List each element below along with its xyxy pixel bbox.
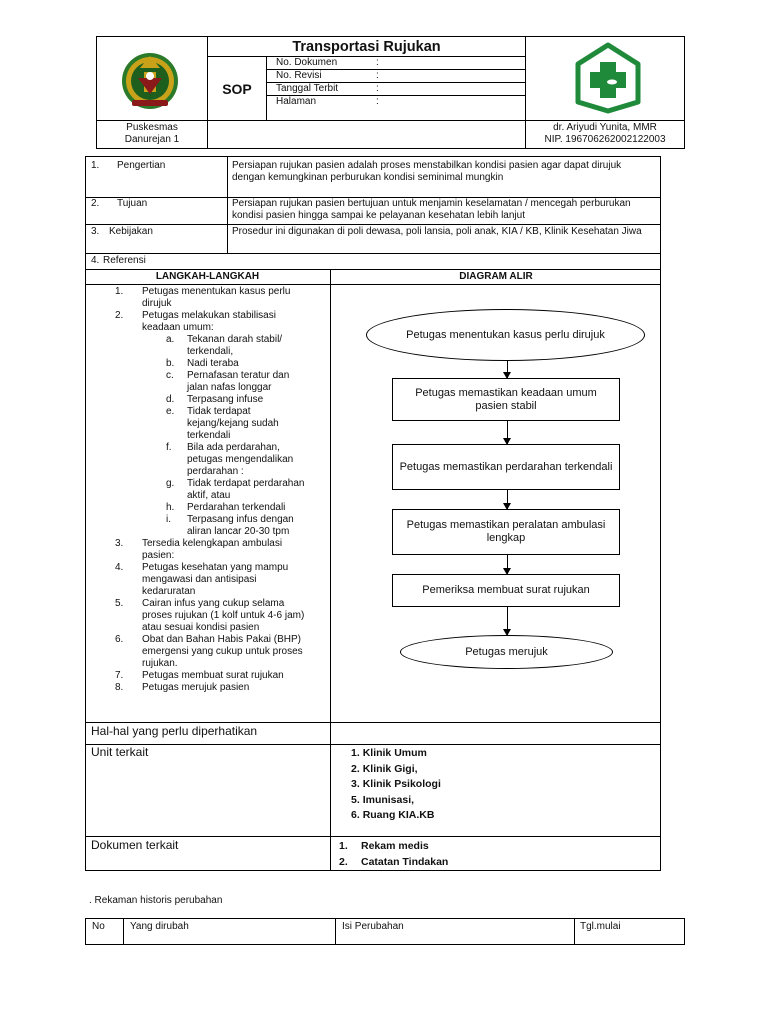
flow-arrow — [507, 490, 508, 509]
section-tujuan-label: 2. Tujuan — [91, 198, 148, 209]
step-item: 1. Petugas menentukan kasus perlu dirujuk — [115, 286, 291, 309]
unit-terkait-list — [351, 746, 651, 824]
header-table — [96, 36, 685, 149]
document-title: Transportasi Rujukan — [292, 39, 441, 55]
unit-item: 1. Klinik Umum — [351, 747, 427, 759]
sop-label: SOP — [222, 81, 252, 97]
flow-arrow — [507, 361, 508, 378]
step-item: h. Perdarahan terkendali — [166, 502, 286, 513]
step-item: 7. Petugas membuat surat rujukan — [115, 670, 284, 681]
step-item: 8. Petugas merujuk pasien — [115, 682, 250, 693]
flow-arrow — [507, 421, 508, 444]
steps-list — [115, 286, 327, 694]
dokumen-terkait-label: Dokumen terkait — [91, 838, 179, 852]
history-table — [85, 918, 685, 945]
section-pengertian-label: 1. Pengertian — [91, 160, 166, 171]
history-col-isi-perubahan: Isi Perubahan — [342, 921, 404, 932]
section-referensi-label: 4. Referensi — [91, 255, 146, 266]
sop-body-table — [85, 156, 661, 871]
step-item: 3. Tersedia kelengkapan ambulasi pasien: — [115, 538, 283, 561]
unit-item: 5. Imunisasi, — [351, 793, 415, 806]
step-item: b. Nadi teraba — [166, 358, 239, 369]
org-name: Puskesmas Danurejan 1 — [124, 122, 180, 145]
step-item: a. Tekanan darah stabil/ terkendali, — [166, 334, 283, 357]
step-item: i. Terpasang infus dengan aliran lancar 20-30 tpm — [166, 514, 294, 537]
unit-item: 3. Klinik Psikologi — [351, 778, 441, 790]
flow-end-oval: Petugas merujuk — [400, 635, 613, 669]
history-title: . Rekaman historis perubahan — [89, 895, 223, 906]
step-item: d. Terpasang infuse — [166, 394, 264, 405]
city-seal-logo — [118, 48, 182, 112]
meta-no-dokumen: No. Dokumen : — [276, 57, 379, 68]
signer-block: dr. Ariyudi Yunita, MMR NIP. 196706262002122003 — [544, 122, 666, 145]
flow-step-surat-rujukan: Pemeriksa membuat surat rujukan — [392, 574, 620, 607]
dokumen-item: 1. Rekam medis — [339, 840, 429, 852]
step-item: 2. Petugas melakukan stabilisasi keadaan umum: — [115, 310, 276, 333]
step-item: 5. Cairan infus yang cukup selama proses rujukan (1 kolf untuk 4-6 jam) atau sesuai kondisi pasien — [115, 598, 305, 633]
section-kebijakan-text: Prosedur ini digunakan di poli dewasa, poli lansia, poli anak, KIA / KB, Klinik Kesehatan Jiwa — [232, 226, 642, 237]
dokumen-item: 2. Catatan Tindakan — [339, 855, 449, 868]
flow-arrow — [507, 555, 508, 574]
flow-step-keadaan-umum: Petugas memastikan keadaan umum pasien stabil — [392, 378, 620, 421]
puskesmas-logo — [574, 42, 642, 114]
history-col-yang-dirubah: Yang dirubah — [130, 921, 189, 932]
step-item: g. Tidak terdapat perdarahan aktif, atau — [166, 478, 305, 501]
section-pengertian-text: Persiapan rujukan pasien adalah proses menstabilkan kondisi pasien agar dapat dirujuk dengan kemungkinan perburukan kondisi seminimal mungkin — [232, 160, 622, 183]
flow-step-ambulasi: Petugas memastikan peralatan ambulasi lengkap — [392, 509, 620, 555]
step-item: e. Tidak terdapat kejang/kejang sudah terkendali — [166, 406, 279, 441]
section-kebijakan-label: 3. Kebijakan — [91, 226, 153, 237]
meta-tanggal-terbit: Tanggal Terbit : — [276, 83, 379, 94]
unit-terkait-label: Unit terkait — [91, 745, 149, 759]
diagram-header: DIAGRAM ALIR — [459, 271, 533, 282]
section-tujuan-text: Persiapan rujukan pasien bertujuan untuk menjamin keselamatan / mencegah perburukan kondisi pasien hingga sampai ke pelayanan kesehatan lebih lanjut — [232, 198, 631, 221]
step-item: 4. Petugas kesehatan yang mampu mengawasi dan antisipasi kedaruratan — [115, 562, 289, 597]
dokumen-terkait-list — [339, 839, 639, 870]
flow-step-perdarahan: Petugas memastikan perdarahan terkendali — [392, 444, 620, 490]
meta-halaman: Halaman : — [276, 96, 379, 107]
steps-header: LANGKAH-LANGKAH — [155, 271, 260, 282]
flow-start-oval: Petugas menentukan kasus perlu dirujuk — [366, 309, 645, 361]
step-item: 6. Obat dan Bahan Habis Pakai (BHP) emergensi yang cukup untuk proses rujukan. — [115, 634, 303, 669]
unit-item: 2. Klinik Gigi, — [351, 762, 418, 775]
step-item: c. Pernafasan teratur dan jalan nafas longgar — [166, 370, 290, 393]
hal-hal-label: Hal-hal yang perlu diperhatikan — [91, 724, 258, 738]
meta-no-revisi: No. Revisi : — [276, 70, 379, 81]
history-col-no: No — [92, 921, 105, 932]
unit-item: 6. Ruang KIA.KB — [351, 809, 435, 821]
history-col-tgl-mulai: Tgl.mulai — [580, 921, 621, 932]
flow-arrow — [507, 607, 508, 635]
step-item: f. Bila ada perdarahan, petugas mengendalikan perdarahan : — [166, 442, 294, 477]
